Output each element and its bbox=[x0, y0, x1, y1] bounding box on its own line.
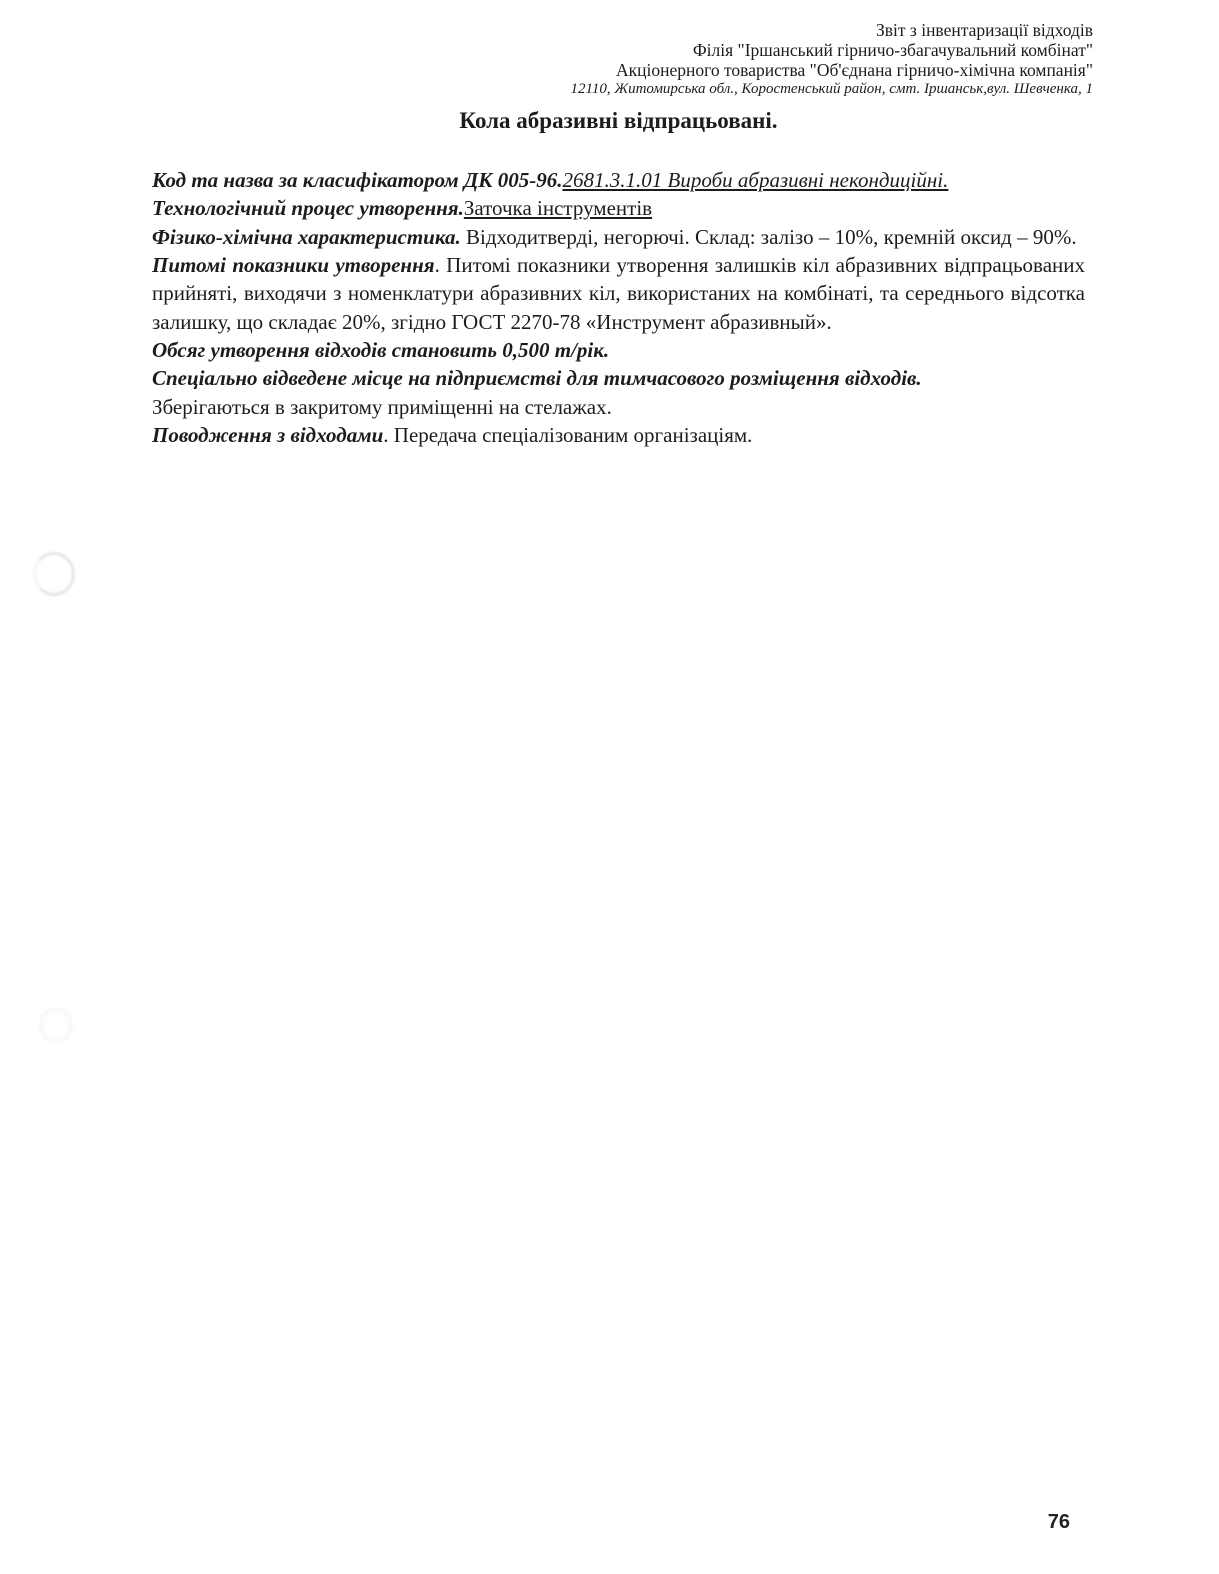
report-header bbox=[570, 20, 1093, 99]
paragraph-volume: Обсяг утворення відходів становить 0,500 т/рік. bbox=[152, 338, 610, 363]
classifier-value: 2681.3.1.01 Вироби абразивні некондиційні. bbox=[562, 168, 949, 192]
hole-punch-artifact bbox=[40, 1008, 72, 1042]
header-branch-name: Філія "Іршанський гірничо-збагачувальний комбінат" bbox=[692, 40, 1093, 61]
specific-value: . Питомі показники утворення залишків кіл абразивних відпрацьованих прийняті, виходячи з номенклатури абразивних кіл, використаних на комбінаті, та середнього відсотка залишку, що складає 20%, згідно ГОСТ 2270-78 «Инструмент абразивный». bbox=[152, 253, 1085, 334]
paragraph-classifier-code bbox=[152, 166, 1085, 194]
paragraph-storage-place: Спеціально відведене місце на підприємстві для тимчасового розміщення відходів. bbox=[152, 366, 922, 391]
handling-label: Поводження з відходами bbox=[152, 423, 384, 448]
physchem-value: Відходитверді, негорючі. Склад: залізо – 10%, кремній оксид – 90%. bbox=[460, 224, 1077, 249]
header-address: 12110, Житомирська обл., Коростенський район, смт. Іршанськ,вул. Шевченка, 1 bbox=[570, 81, 1093, 98]
process-label: Технологічний процес утворення. bbox=[152, 196, 464, 221]
paragraph-specific-indicators bbox=[152, 251, 1085, 336]
paragraph-handling bbox=[152, 421, 1085, 449]
paragraph-process bbox=[152, 194, 1085, 222]
classifier-label: Код та назва за класифікатором ДК 005-96. bbox=[152, 168, 563, 192]
page-title: Кола абразивні відпрацьовані. bbox=[459, 108, 778, 133]
header-report-title: Звіт з інвентаризації відходів bbox=[876, 20, 1093, 40]
hole-punch-artifact bbox=[33, 552, 75, 596]
paragraph-physchem bbox=[152, 223, 1085, 251]
document-body bbox=[152, 108, 1085, 449]
handling-value: . Передача спеціалізованим організаціям. bbox=[383, 423, 753, 448]
page-number: 76 bbox=[1047, 1511, 1070, 1533]
specific-label: Питомі показники утворення bbox=[152, 253, 435, 278]
paragraph-storage-description: Зберігаються в закритому приміщенні на стелажах. bbox=[152, 394, 612, 419]
header-company-name: Акціонерного товариства "Об'єднана гірничо-хімічна компанія" bbox=[616, 60, 1093, 81]
physchem-label: Фізико-хімічна характеристика. bbox=[152, 224, 461, 249]
process-value: Заточка інструментів bbox=[463, 196, 653, 221]
